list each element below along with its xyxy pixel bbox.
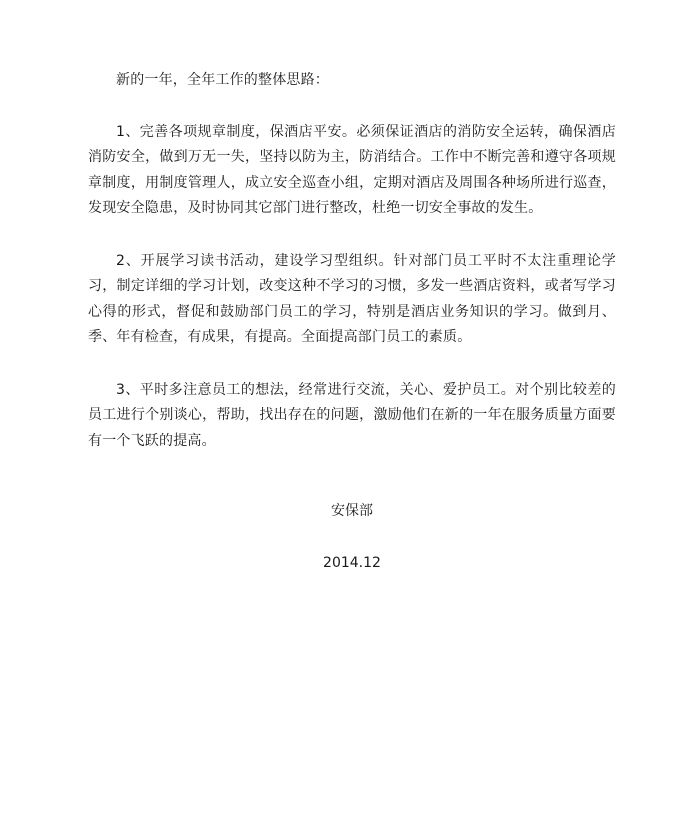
work-item-2: 2、开展学习读书活动，建设学习型组织。针对部门员工平时不太注重理论学习，制定详细的学习计划，改变这种不学习的习惯，多发一些酒店资料，或者写学习心得的形式，督促和鼓励部门员工的学习，特别是酒店业务知识的学习。做到月、季、年有检查，有成果，有提高。全面提高部门员工的素质。 — [88, 252, 616, 345]
document-body — [88, 68, 616, 481]
work-item-3: 3、平时多注意员工的想法，经常进行交流，关心、爱护员工。对个别比较差的员工进行个别谈心，帮助，找出存在的问题，激励他们在新的一年在服务质量方面要有一个飞跃的提高。 — [88, 381, 616, 449]
work-item-1: 1、完善各项规章制度，保酒店平安。必须保证酒店的消防安全运转，确保酒店消防安全，做到万无一失，坚持以防为主，防消结合。工作中不断完善和遵守各项规章制度，用制度管理人，成立安全巡查小组，定期对酒店及周围各种场所进行巡查，发现安全隐患，及时协同其它部门进行整改，杜绝一切安全事故的发生。 — [88, 123, 616, 216]
document-date: 2014.12 — [323, 555, 381, 571]
signature-department: 安保部 — [331, 503, 373, 519]
intro-paragraph: 新的一年，全年工作的整体思路： — [116, 72, 329, 88]
